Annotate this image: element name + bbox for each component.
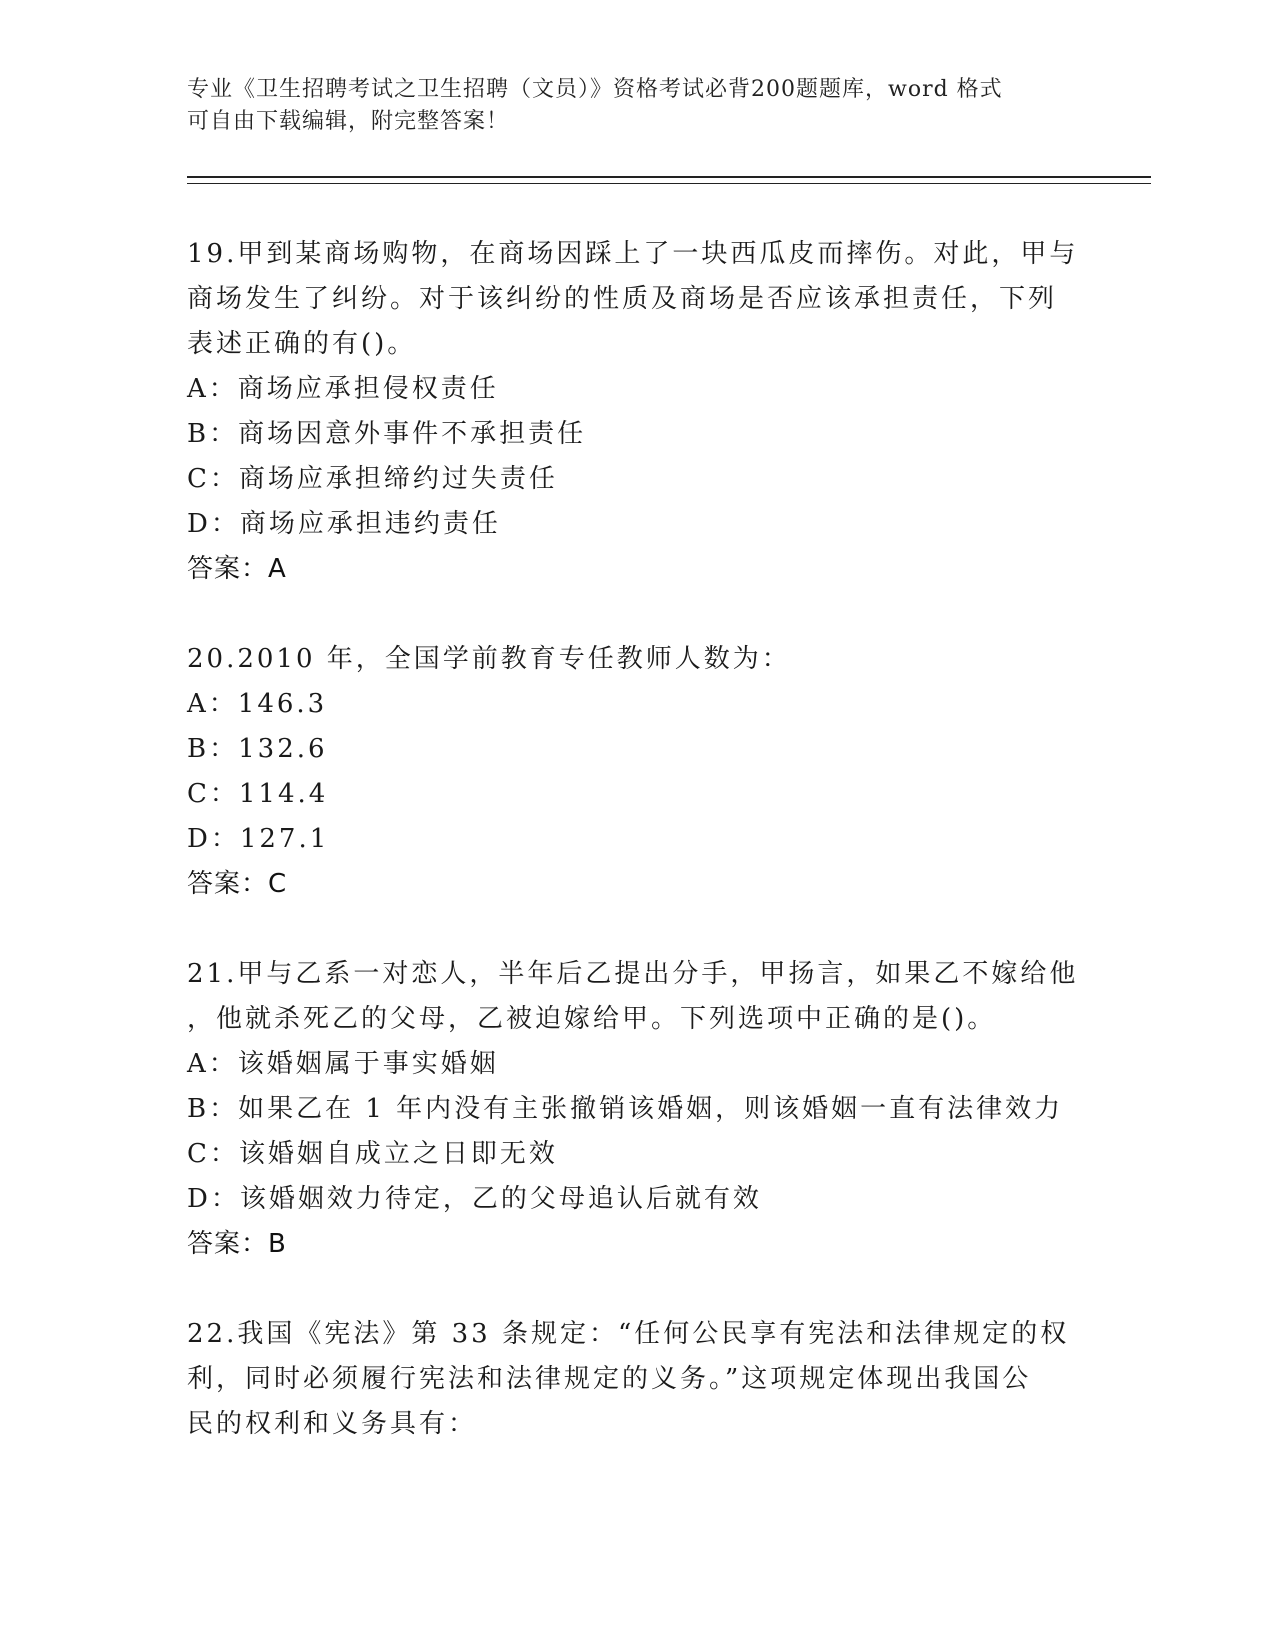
question-text: 22.我国《宪法》第 33 条规定：“任何公民享有宪法和法律规定的权 利，同时必须履行宪法和法律规定的义务。”这项规定体现出我国公 民的权利和义务具有： [187,1319,1070,1439]
header-divider [187,176,1151,184]
option-c: C：114.4 [187,779,329,809]
question-text: 21.甲与乙系一对恋人，半年后乙提出分手，甲扬言，如果乙不嫁给他 ，他就杀死乙的父母，乙被迫嫁给甲。下列选项中正确的是()。 [187,959,1079,1034]
option-a: A：商场应承担侵权责任 [187,374,499,404]
answer: 答案：A [187,554,287,584]
option-c: C：商场应承担缔约过失责任 [187,464,558,494]
question-19 [187,232,1087,592]
header-line-1: 专业《卫生招聘考试之卫生招聘（文员）》资格考试必背200题题库，word 格式 [187,77,1003,102]
question-text: 20.2010 年，全国学前教育专任教师人数为： [187,644,791,674]
option-b: B：如果乙在 1 年内没有主张撤销该婚姻，则该婚姻一直有法律效力 [187,1094,1064,1124]
option-d: D：127.1 [187,824,330,854]
answer: 答案：C [187,869,288,899]
question-20 [187,637,1087,907]
header-line-2: 可自由下载编辑，附完整答案！ [187,109,510,134]
option-c: C：该婚姻自成立之日即无效 [187,1139,558,1169]
document-header [187,74,1067,138]
question-21 [187,952,1087,1267]
option-a: A：该婚姻属于事实婚姻 [187,1049,499,1079]
question-text: 19.甲到某商场购物，在商场因踩上了一块西瓜皮而摔伤。对此，甲与 商场发生了纠纷。对于该纠纷的性质及商场是否应该承担责任，下列 表述正确的有()。 [187,239,1079,359]
question-22 [187,1312,1087,1447]
option-d: D：该婚姻效力待定，乙的父母追认后就有效 [187,1184,762,1214]
question-list [187,232,1087,1492]
option-b: B：商场因意外事件不承担责任 [187,419,587,449]
answer: 答案：B [187,1229,287,1259]
option-b: B：132.6 [187,734,328,764]
option-d: D：商场应承担违约责任 [187,509,501,539]
option-a: A：146.3 [187,689,328,719]
